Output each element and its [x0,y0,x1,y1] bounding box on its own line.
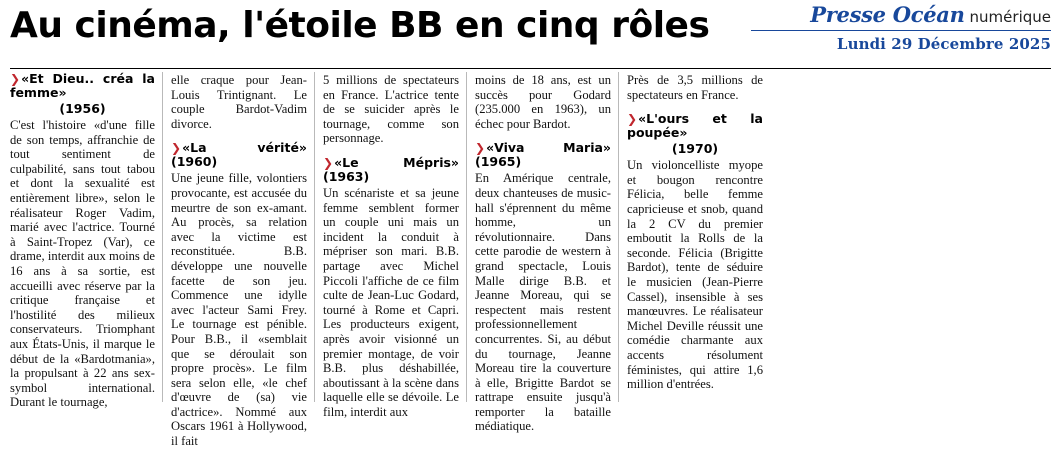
paragraph: elle craque pour Jean-Louis Trintignant. Le couple Bardot-Vadim divorce. [171,73,307,131]
column-4 [466,72,618,434]
paragraph: Un scénariste et sa jeune femme semblent former un couple uni mais un incident la conduit à mépriser son mari. B.B. partage avec Michel Piccoli l'affiche de ce film culte de Jean-Luc Godard, tourné à Rome et Capri. Les producteurs exigent, après avoir visionné un premier montage, de voir B.B. plus déshabillée, aboutissant à la scène dans laquelle elle se dévoile. Le film, interdit aux [323,185,459,419]
section-heading [627,112,763,140]
section-heading [10,72,155,100]
section-heading-line1: «Et Dieu.. créa la femme» [10,71,155,100]
column-5 [618,72,770,402]
column-3 [314,72,466,419]
arrow-icon: ❯ [475,141,485,156]
section-heading [171,141,307,169]
section-heading-line1: «Le Mépris» (1963) [323,154,459,184]
section-heading-line1: «L'ours et la poupée» [627,111,763,141]
paragraph: moins de 18 ans, est un succès pour Godard (235.000 en 1963), un échec pour Bardot. [475,73,611,131]
section-heading [475,141,611,169]
brand-divider [751,30,1051,31]
section-heading-line1: «Viva Maria» (1965) [475,140,611,170]
arrow-icon: ❯ [627,112,637,127]
paragraph: En Amérique centrale, deux chanteuses de music-hall s'éprennent du même homme, un révolutionnaire. Dans cette parodie de western à grand spectacle, Louis Malle dirige B.B. et Jeanne Moreau, qui se respectent mais restent professionnellement concurrentes. Si, au début du tournage, Jeanne Moreau tire la couverture à elle, Brigitte Bardot se rattrape ensuite jusqu'à remporter la bataille médiatique. [475,171,611,434]
brand-subtitle: numérique [969,8,1051,26]
arrow-icon: ❯ [10,72,20,86]
header-divider [10,68,1051,69]
article-columns [10,71,1051,449]
section-heading-line1: «La vérité» (1960) [171,140,307,170]
paragraph: Une jeune fille, volontiers provocante, est accusée du meurtre de son ex-amant. Au procès, sa relation avec la victime est reconstituée. B.B. développe une nouvelle facette de son jeu. Commence une idylle avec l'acteur Sami Frey. Le tournage est pénible. Pour B.B., il «semblait que se déroulait son propre procès». Le film sera selon elle, «le chef d'œuvre de (sa) vie d'actrice». Nommé aux Oscars 1961 à Hollywood, il fait [171,171,307,449]
masthead [10,4,1051,66]
section-heading [323,156,459,184]
paragraph: C'est l'histoire «d'une fille de son temps, affranchie de tout sentiment de culpabilité, sans tout tabou et dont la sexualité est entièrement libre», selon le réalisateur Roger Vadim, marié avec l'actrice. Tourné à Saint-Tropez (Var), ce drame, interdit aux moins de 16 ans à sa sortie, est accueilli avec réserve par la critique française et l'hostilité des milieux conservateurs. Triomphant aux États-Unis, il marque le début de la «Bardotmania», la propulsant à 22 ans sex-symbol international. Durant le tournage, [10,118,155,410]
brand-title-row [751,4,1051,29]
page-title: Au cinéma, l'étoile BB en cinq rôles [10,5,710,46]
edition-date: Lundi 29 Décembre 2025 [836,35,1051,53]
section-heading-year: (1956) [59,101,106,116]
column-2 [162,72,314,449]
paragraph: 5 millions de spectateurs en France. L'actrice tente de se suicider après le tournage, comme son personnage. [323,73,459,146]
arrow-icon: ❯ [171,141,181,156]
paragraph: Un violoncelliste myope et bougon rencontre Félicia, belle femme capricieuse et snob, quand la 2 CV du premier emboutit la Rolls de la seconde. Félicia (Brigitte Bardot), tente de séduire le musicien (Jean-Pierre Cassel), insensible à ses manœuvres. Le réalisateur Michel Deville réussit une comédie charmante aux accents résolument féministes, qui attire 1,6 million d'entrées. [627,158,763,392]
paragraph: Près de 3,5 millions de spectateurs en France. [627,73,763,102]
arrow-icon: ❯ [323,155,333,170]
section-heading-year: (1970) [671,141,719,157]
column-1 [10,71,162,410]
brand-block [751,4,1051,53]
brand-name: Presse Océan [810,2,965,27]
